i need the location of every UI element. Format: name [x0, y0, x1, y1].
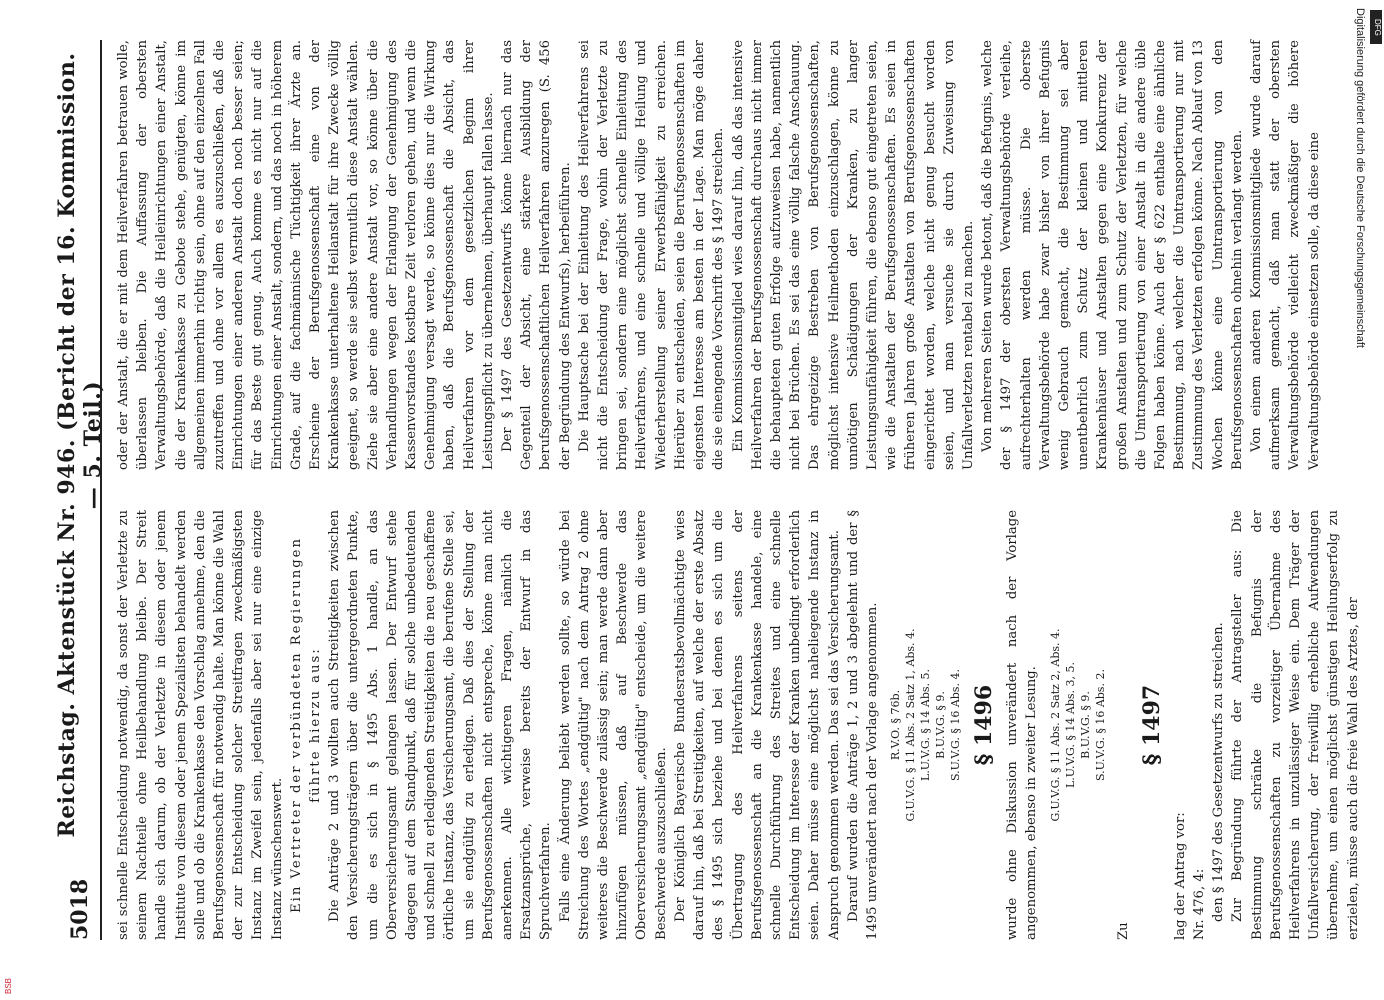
ref-line: R.V.O. § 76b. [889, 689, 903, 761]
paragraph: wurde ohne Diskussion unverändert nach der Vorlage angenommen, ebenso in zweiter Lesung. [1005, 510, 1040, 940]
paragraph: Ein Vertreter der verbündeten Regierungen führte hierzu aus: [288, 537, 324, 913]
section-title: § 1496 [971, 684, 998, 766]
motion-number: Nr. 476, 4: [1191, 868, 1207, 940]
law-references [1048, 510, 1108, 940]
paragraph: sei schnelle Entscheidung notwendig, da sonst der Verletzte zu seinem Nachteile ohne Heilbehandlung bleibe. Der Streit handle sich darum, ob der Verletzte in diesem oder jenem Institute von diesem oder jenem Spezialisten behandelt werden solle und ob die Krankenkasse den Vorschlag annehme, den die Berufsgenossenschaft für notwendig halte. Man könne die Wahl der zur Entscheidung solcher Streitfragen zweckmäßigsten Instanz im Zweifel sein, jedenfalls aber sei nur eine einzige Instanz wünschenswert. [116, 510, 285, 940]
paragraph: Darauf wurden die Anträge 1, 2 und 3 abgelehnt und der § 1495 unverändert nach der Vorlage angenommen. [845, 510, 880, 940]
ref-line: B.U.V.G. § 9. [1078, 691, 1092, 759]
dfg-logo: DFG [1370, 10, 1382, 44]
library-stamp: BSB [4, 977, 13, 994]
paragraph: Von einem anderen Kommissionsmitgliede wurde darauf aufmerksam gemacht, daß man statt der obersten Verwaltungsbehörde vielleicht zweckmäßiger die höhere Verwaltungsbehörde einsetzen solle, da diese eine [1248, 40, 1322, 470]
ref-line: G.U.V.G. § 11 Abs. 2 Satz 1, Abs. 4. [904, 628, 918, 822]
paragraph: Der Königlich Bayerische Bundesratsbevollmächtigte wies darauf hin, daß bei Streitigkeiten, auf welche der erste Absatz des § 1495 sich beziehe und bei denen es sich um die Übertragung des Heilverfahrens seitens der Berufsgenossenschaft an die Krankenkasse handele, eine schnelle Durchführung des Streites und eine schnelle Entscheidung im Interesse der Kranken unbedingt erforderlich seien. Daher müsse eine möglichst naheliegende Instanz in Anspruch genommen werden. Das sei das Versicherungsamt. [672, 510, 842, 940]
ref-line: S.U.V.G. § 16 Abs. 4. [949, 669, 963, 781]
ref-line: L.U.V.G. § 14 Abs. 3, 5. [1063, 661, 1077, 789]
page-header [54, 40, 106, 940]
ref-line: S.U.V.G. § 16 Abs. 2. [1093, 669, 1107, 781]
paragraph: Der § 1497 des Gesetzentwurfs könne hiernach nur das Gegenteil der Absicht, eine stärkere Ausbildung der berufsgenossenschaftlichen Heilverfahren anzuregen (S. 456 der Begründung des Entwurfs), herbeiführen. [500, 40, 573, 470]
credit-text: Digitalisierung gefördert durch die Deutsche Forschungsgemeinschaft [1354, 8, 1366, 348]
paragraph: Die Hauptsache bei der Einleitung des Heilverfahrens sei nicht die Entscheidung der Frage, wohin der Verletzte zu bringen sei, sondern eine möglichst schnelle Einleitung des Heilverfahrens, und eine schnelle und völlige Heilung und Wiederherstellung seiner Erwerbsfähigkeit zu erreichen. Hierüber zu entscheiden, seien die Berufsgenossenschaften im eigensten Interesse am besten in der Lage. Man möge daher die sie einengende Vorschrift des § 1497 streichen. [576, 40, 727, 470]
paragraph: lag der Antrag vor: [1172, 812, 1188, 940]
ref-line: B.U.V.G. § 9. [934, 691, 948, 759]
running-head: Reichstag. Aktenstück Nr. 946. (Bericht der 16. Kommission. — 5. Teil.) [54, 52, 106, 838]
paragraph: Die Anträge 2 und 3 wollten auch Streitigkeiten zwischen den Versicherungsträgern über die untergeordneten Punkte, um die es sich in § 1495 Abs. 1 handle, an das Oberversicherungsamt gelangen lassen. Der Entwurf stehe dagegen auf dem Standpunkt, daß für solche unbedeutenden und schnell zu erledigenden Streitigkeiten die neu geschaffene örtliche Instanz, das Versicherungsamt, die berufene Stelle sei, um sie endgültig zu erledigen. Daß dies der Stellung der Berufsgenossenschaften nicht entspreche, könne man nicht anerkennen. Alle wichtigeren Fragen, nämlich die Ersatzansprüche, verweise bereits der Entwurf in das Spruchverfahren. [327, 510, 554, 940]
digitization-credit [1340, 8, 1370, 993]
paragraph: Von mehreren Seiten wurde betont, daß die Befugnis, welche der § 1497 der obersten Verwaltungsbehörde verleihe, aufrechterhalten werden müsse. Die oberste Verwaltungsbehörde habe zwar bisher von ihrer Befugnis wenig Gebrauch gemacht, die Bestimmung sei aber unentbehrlich zum Schutz der kleinen und mittleren Krankenhäuser und Anstalten gegen eine Konkurrenz der großen Anstalten und zum Schutz der Verletzten, für welche die Umtransportierung von einer Anstalt in die andere üble Folgen haben könne. Auch der § 622 enthalte eine ähnliche Bestimmung, nach welcher die Umtransportierung nur mit Zustimmung des Verletzten erfolgen könne. Nach Ablauf von 13 Wochen könne eine Umtransportierung von den Berufsgenossenschaften ohnehin verlangt werden. [980, 40, 1245, 470]
right-column [114, 40, 1324, 470]
page-number: 5018 [67, 878, 93, 940]
paragraph: Zur Begründung führte der Antragsteller aus: Die Bestimmung schränke die Befugnis der Berufsgenossenschaften zu vorzeitiger Übernahme des Heilverfahrens in unzulässiger Weise ein. Dem Träger der Unfallversicherung, der freiwillig erhebliche Aufwendungen übernehme, um einen möglichst günstigen Heilungserfolg zu erzielen, müsse auch die freie Wahl des Arztes, der [1230, 510, 1361, 940]
paragraph: Falls eine Änderung beliebt werden sollte, so würde bei Streichung des Wortes „endgültig" nach dem Antrag 2 ohne weiteres die Beschwerde zulässig sein; man werde dann aber hinzufügen müssen, daß auf Beschwerde das Oberversicherungsamt „endgültig" entscheide, um die weitere Beschwerde auszuschließen. [557, 510, 669, 940]
section-title: § 1497 [1138, 684, 1165, 766]
left-column [114, 510, 1363, 940]
ref-line: G.U.V.G. § 11 Abs. 2 Satz 2, Abs. 4. [1048, 628, 1062, 822]
section-intro: Zu [1115, 922, 1131, 940]
ref-line: L.U.V.G. § 14 Abs. 5. [919, 668, 933, 782]
paragraph: den § 1497 des Gesetzentwurfs zu streichen. [1211, 622, 1227, 922]
paragraph: Ein Kommissionsmitglied wies darauf hin, daß das intensive Heilverfahren der Berufsgenossenschaft durchaus nicht immer die behaupteten guten Erfolge aufzuweisen habe, namentlich nicht bei Brüchen. Es sei das eine völlig falsche Anschauung. Das ehrgeizige Bestreben von Berufsgenossenschaften, möglichst intensive Heilmethoden einzuschlagen, könne zu unnötigen Schädigungen der Kranken, zu langer Leistungsunfähigkeit führen, die ebenso gut eingetreten seien, wie die Anstalten der Berufsgenossenschaften. Es seien in früheren Jahren große Anstalten von Berufsgenossenschaften eingerichtet worden, welche nicht genug besucht worden seien, und man versuche sie durch Zuweisung von Unfallverletzten rentabel zu machen. [730, 40, 976, 470]
law-references [888, 510, 963, 940]
paragraph: oder der Anstalt, die er mit dem Heilverfahren betrauen wolle, überlassen bleiben. Die Auffassung der obersten Verwaltungsbehörde, daß die Heileinrichtungen einer Anstalt, die der Krankenkasse zu Gebote stehe, genügten, könne im allgemeinen immerhin richtig sein, ohne auf den einzelnen Fall zuzutreffen und ohne vor allem es auszuschließen, daß die Einrichtungen einer anderen Anstalt doch noch besser seien; für das Beste gut genug. Auch komme es nicht nur auf die Einrichtungen einer Anstalt, sondern, und das noch in höherem Grade, auf die fachmännische Tüchtigkeit ihrer Ärzte an. Erscheine der Berufsgenossenschaft eine von der Krankenkasse unterhaltene Heilanstalt für ihre Zwecke völlig geeignet, so werde sie selbst vermutlich diese Anstalt wählen. Ziehe sie aber eine andere Anstalt vor, so könne über die Verhandlungen wegen der Erlangung der Genehmigung des Kassenvorstandes kostbare Zeit verloren gehen, und wenn die Genehmigung versagt werde, so könne dies nur die Wirkung haben, daß die Berufsgenossenschaft die Absicht, das Heilverfahren vor dem gesetzlichen Beginn ihrer Leistungspflicht zu übernehmen, überhaupt fallen lasse. [116, 40, 496, 470]
